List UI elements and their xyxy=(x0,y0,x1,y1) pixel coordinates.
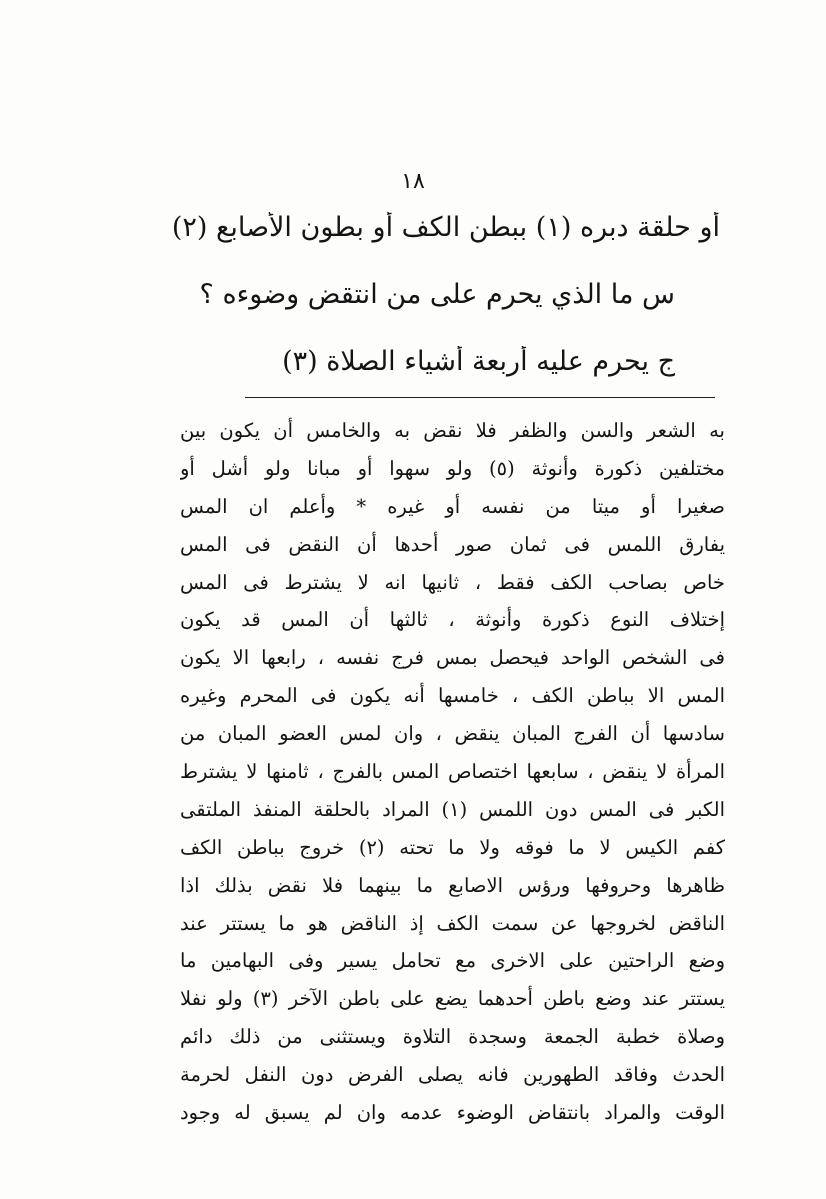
footnote-line: الناقض لخروجها عن سمت الكف إذ الناقض هو ما يستتر عند xyxy=(180,911,725,935)
page-number: ١٨ xyxy=(401,169,425,194)
footnote-line: الكبر فى المس دون اللمس (١) المراد بالحلقة المنفذ الملتقى xyxy=(180,797,725,821)
footnote-line: كفم الكيس لا ما فوقه ولا ما تحته (٢) خروج بباطن الكف xyxy=(180,835,725,859)
answer-line: ج يحرم عليه أربعة أشياء الصلاة (٣) xyxy=(282,346,675,377)
footnote-line: وصلاة خطبة الجمعة وسجدة التلاوة ويستثنى من ذلك دائم xyxy=(180,1025,725,1049)
footnote-line: فى الشخص الواحد فيحصل بمس فرج نفسه ، رابعها الا يكون xyxy=(180,646,725,670)
footnote-line: المس الا بباطن الكف ، خامسها أنه يكون فى المحرم وغيره xyxy=(180,684,725,708)
footnotes-block xyxy=(180,412,725,1132)
footnote-line: وضع الراحتين على الاخرى مع تحامل يسير وفى البهامين ما xyxy=(180,949,725,973)
footnote-line: المرأة لا ينقض ، سابعها اختصاص المس بالفرج ، ثامنها لا يشترط xyxy=(180,760,725,784)
footnote-line: الحدث وفاقد الطهورين فانه يصلى الفرض دون النفل لحرمة xyxy=(180,1063,725,1087)
footnote-line: ظاهرها وحروفها ورؤس الاصابع ما بينهما فلا نقض بذلك اذا xyxy=(180,873,725,897)
footnote-line: يفارق اللمس فى ثمان صور أحدها أن النقض فى المس xyxy=(180,532,725,556)
footnote-line: به الشعر والسن والظفر فلا نقض به والخامس أن يكون بين xyxy=(180,419,725,442)
footnote-separator xyxy=(245,397,715,398)
footnote-line: سادسها أن الفرج المبان ينقض ، وان لمس العضو المبان من xyxy=(180,722,725,746)
footnote-line: صغيرا أو ميتا من نفسه أو غيره * وأعلم ان المس xyxy=(180,494,725,518)
footnote-line: إختلاف النوع ذكورة وأنوثة ، ثالثها أن المس قد يكون xyxy=(180,608,725,632)
footnote-line: خاص بصاحب الكف فقط ، ثانيها انه لا يشترط فى المس xyxy=(180,570,725,594)
footnote-line: الوقت والمراد بانتقاض الوضوء عدمه وان لم يسبق له وجود xyxy=(180,1101,725,1125)
footnote-line: يستتر عند وضع باطن أحدهما يضع على باطن الآخر (٣) ولو نفلا xyxy=(180,987,725,1011)
question-line: س ما الذي يحرم على من انتقض وضوءه ؟ xyxy=(199,279,675,310)
main-text-block xyxy=(150,200,720,378)
main-text-line: أو حلقة دبره (١) ببطن الكف أو بطون الأصابع (٢) xyxy=(171,212,720,243)
footnote-line: مختلفين ذكورة وأنوثة (٥) ولو سهوا أو مبانا ولو أشل أو xyxy=(180,456,725,480)
